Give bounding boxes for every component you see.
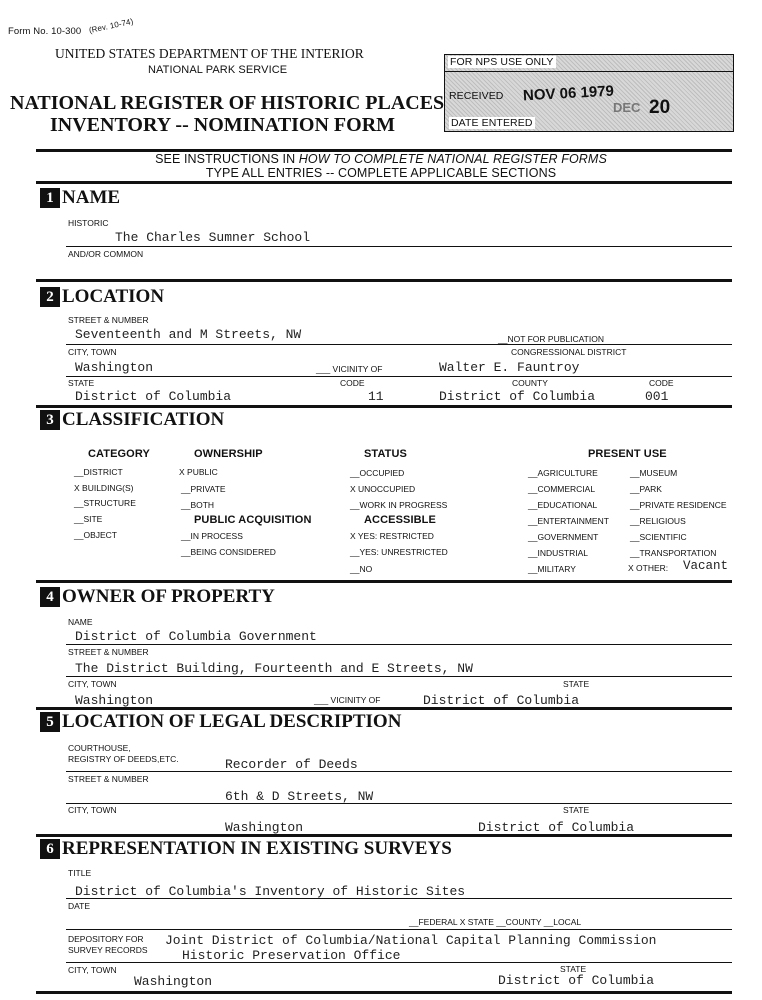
status-item[interactable]: __WORK IN PROGRESS (350, 500, 448, 510)
category-item[interactable]: __DISTRICT (74, 467, 123, 477)
rule (66, 246, 732, 247)
instructions-rule (36, 181, 732, 184)
use-item[interactable]: __GOVERNMENT (528, 532, 599, 542)
survey-levels[interactable]: __FEDERAL X STATE __COUNTY __LOCAL (409, 917, 582, 927)
service-name: NATIONAL PARK SERVICE (148, 64, 288, 76)
depository-label2: SURVEY RECORDS (68, 945, 148, 955)
vicinity-of: ___ VICINITY OF (316, 364, 383, 374)
rule (66, 771, 732, 772)
instructions-italic: HOW TO COMPLETE NATIONAL REGISTER FORMS (298, 152, 607, 166)
use-item[interactable]: __MUSEUM (630, 468, 678, 478)
acquisition-item[interactable]: __BEING CONSIDERED (181, 547, 276, 557)
depository-label1: DEPOSITORY FOR (68, 934, 144, 944)
ownership-item[interactable]: __BOTH (181, 500, 215, 510)
use-item[interactable]: X OTHER: (628, 563, 669, 573)
owner-name-label: NAME (68, 617, 93, 627)
date-entered-month: DEC (613, 100, 641, 115)
rule (66, 962, 732, 963)
acquisition-item[interactable]: __IN PROCESS (181, 531, 243, 541)
legal-street-label: STREET & NUMBER (68, 774, 149, 784)
category-heading: CATEGORY (88, 448, 150, 460)
street-label: STREET & NUMBER (68, 315, 149, 325)
use-item[interactable]: __PRIVATE RESIDENCE (630, 500, 727, 510)
rule (66, 644, 732, 645)
use-item[interactable]: __SCIENTIFIC (630, 532, 687, 542)
registry-field[interactable]: Recorder of Deeds (225, 757, 358, 772)
survey-date-label: DATE (68, 901, 91, 911)
registry-label: REGISTRY OF DEEDS,ETC. (68, 754, 179, 764)
owner-street-label: STREET & NUMBER (68, 647, 149, 657)
rule (36, 580, 732, 583)
code-label: CODE (340, 378, 365, 388)
owner-state-label: STATE (563, 679, 590, 689)
survey-state-field[interactable]: District of Columbia (498, 973, 655, 988)
city-label: CITY, TOWN (68, 347, 117, 357)
nps-use-label: FOR NPS USE ONLY (450, 56, 554, 68)
rule (66, 676, 732, 677)
section-2-title: LOCATION (62, 286, 165, 307)
ownership-item[interactable]: X PUBLIC (179, 467, 218, 477)
congressional-district-field[interactable]: Walter E. Fauntroy (439, 360, 580, 375)
department-name: UNITED STATES DEPARTMENT OF THE INTERIOR (55, 46, 364, 61)
section-1-title: NAME (62, 187, 121, 208)
section-4-number: 4 (40, 587, 60, 607)
form-revision: (Rev. 10-74) (88, 16, 135, 35)
section-6-title: REPRESENTATION IN EXISTING SURVEYS (62, 838, 452, 859)
use-item[interactable]: __INDUSTRIAL (528, 548, 588, 558)
survey-state-label: STATE (560, 964, 587, 974)
use-item[interactable]: __AGRICULTURE (528, 468, 598, 478)
rule (66, 344, 732, 345)
state-label: STATE (68, 378, 95, 388)
legal-city-label: CITY, TOWN (68, 805, 117, 815)
use-item[interactable]: __PARK (630, 484, 662, 494)
nps-use-box (444, 54, 734, 132)
status-item[interactable]: __OCCUPIED (350, 468, 405, 478)
depository-field-line1[interactable]: Joint District of Columbia/National Capital Planning Commission (165, 933, 657, 948)
section-2-heading (40, 285, 164, 309)
category-item[interactable]: __STRUCTURE (74, 498, 136, 508)
survey-title-field[interactable]: District of Columbia's Inventory of Historic Sites (75, 884, 466, 899)
location-city-field[interactable]: Washington (75, 360, 154, 375)
legal-street-field[interactable]: 6th & D Streets, NW (225, 789, 374, 804)
section-3-number: 3 (40, 410, 60, 430)
owner-name-field[interactable]: District of Columbia Government (75, 629, 317, 644)
owner-street-field[interactable]: The District Building, Fourteenth and E Streets, NW (75, 661, 473, 676)
status-item[interactable]: X UNOCCUPIED (350, 484, 416, 494)
section-3-heading (40, 408, 224, 432)
instructions-line2: TYPE ALL ENTRIES -- COMPLETE APPLICABLE SECTIONS (205, 166, 557, 180)
use-item[interactable]: __RELIGIOUS (630, 516, 686, 526)
section-4-heading (40, 585, 275, 609)
code2-label: CODE (649, 378, 674, 388)
use-item[interactable]: __TRANSPORTATION (630, 548, 717, 558)
section-5-title: LOCATION OF LEGAL DESCRIPTION (62, 711, 402, 732)
use-item[interactable]: __MILITARY (528, 564, 576, 574)
received-label: RECEIVED (449, 90, 504, 102)
use-item[interactable]: __COMMERCIAL (528, 484, 596, 494)
section-3-title: CLASSIFICATION (62, 409, 225, 430)
location-code2-field[interactable]: 001 (645, 389, 669, 404)
historic-label: HISTORIC (68, 218, 109, 228)
depository-field-line2[interactable]: Historic Preservation Office (182, 948, 401, 963)
accessible-heading: ACCESSIBLE (364, 514, 436, 526)
section-6-number: 6 (40, 839, 60, 859)
ownership-heading: OWNERSHIP (194, 448, 263, 460)
section-5-heading (40, 710, 401, 734)
rule (66, 929, 732, 930)
form-number: Form No. 10-300 (8, 26, 82, 37)
historic-name-field[interactable]: The Charles Sumner School (115, 230, 311, 245)
form-title-line1: NATIONAL REGISTER OF HISTORIC PLACES (10, 92, 445, 114)
legal-city-field[interactable]: Washington (225, 820, 304, 835)
section-5-number: 5 (40, 712, 60, 732)
public-acquisition-heading: PUBLIC ACQUISITION (194, 514, 312, 526)
rule (36, 279, 732, 282)
ownership-item[interactable]: __PRIVATE (181, 484, 226, 494)
category-item[interactable]: X BUILDING(S) (74, 483, 134, 493)
nps-box-divider (445, 71, 733, 72)
courthouse-label: COURTHOUSE, (68, 743, 131, 753)
survey-city-field[interactable]: Washington (134, 974, 213, 989)
accessible-item[interactable]: X YES: RESTRICTED (350, 531, 434, 541)
location-street-field[interactable]: Seventeenth and M Streets, NW (75, 327, 302, 342)
survey-city-label: CITY, TOWN (68, 965, 117, 975)
status-heading: STATUS (364, 448, 407, 460)
accessible-item[interactable]: __YES: UNRESTRICTED (350, 547, 448, 557)
legal-state-field[interactable]: District of Columbia (478, 820, 635, 835)
instructions-line1 (0, 152, 762, 166)
section-6-heading (40, 837, 452, 861)
date-entered-day: 20 (649, 97, 671, 118)
not-for-publication: __NOT FOR PUBLICATION (498, 334, 604, 344)
section-1-heading (40, 186, 120, 210)
received-stamp: NOV 06 1979 (522, 82, 615, 105)
location-code-field[interactable]: 11 (368, 389, 384, 404)
rule (36, 991, 732, 994)
instructions-prefix: SEE INSTRUCTIONS IN (155, 152, 299, 166)
rule (66, 898, 732, 899)
owner-city-label: CITY, TOWN (68, 679, 117, 689)
legal-state-label: STATE (563, 805, 590, 815)
accessible-item[interactable]: __NO (350, 564, 373, 574)
section-2-number: 2 (40, 287, 60, 307)
common-label: AND/OR COMMON (68, 249, 144, 259)
rule (66, 803, 732, 804)
use-item[interactable]: __ENTERTAINMENT (528, 516, 609, 526)
rule (66, 376, 732, 377)
owner-vicinity: ___ VICINITY OF (314, 695, 381, 705)
date-entered-label: DATE ENTERED (451, 117, 533, 129)
owner-city-field[interactable]: Washington (75, 693, 154, 708)
county-label: COUNTY (512, 378, 548, 388)
category-item[interactable]: __OBJECT (74, 530, 117, 540)
other-use-field[interactable]: Vacant (683, 559, 729, 573)
location-state-field[interactable]: District of Columbia (75, 389, 232, 404)
form-title-line2: INVENTORY -- NOMINATION FORM (50, 114, 396, 136)
survey-title-label: TITLE (68, 868, 92, 878)
section-1-number: 1 (40, 188, 60, 208)
owner-state-field[interactable]: District of Columbia (423, 693, 580, 708)
present-use-heading: PRESENT USE (588, 448, 667, 460)
category-item[interactable]: __SITE (74, 514, 103, 524)
section-4-title: OWNER OF PROPERTY (62, 586, 275, 607)
congressional-district-label: CONGRESSIONAL DISTRICT (511, 347, 627, 357)
location-county-field[interactable]: District of Columbia (439, 389, 596, 404)
use-item[interactable]: __EDUCATIONAL (528, 500, 598, 510)
